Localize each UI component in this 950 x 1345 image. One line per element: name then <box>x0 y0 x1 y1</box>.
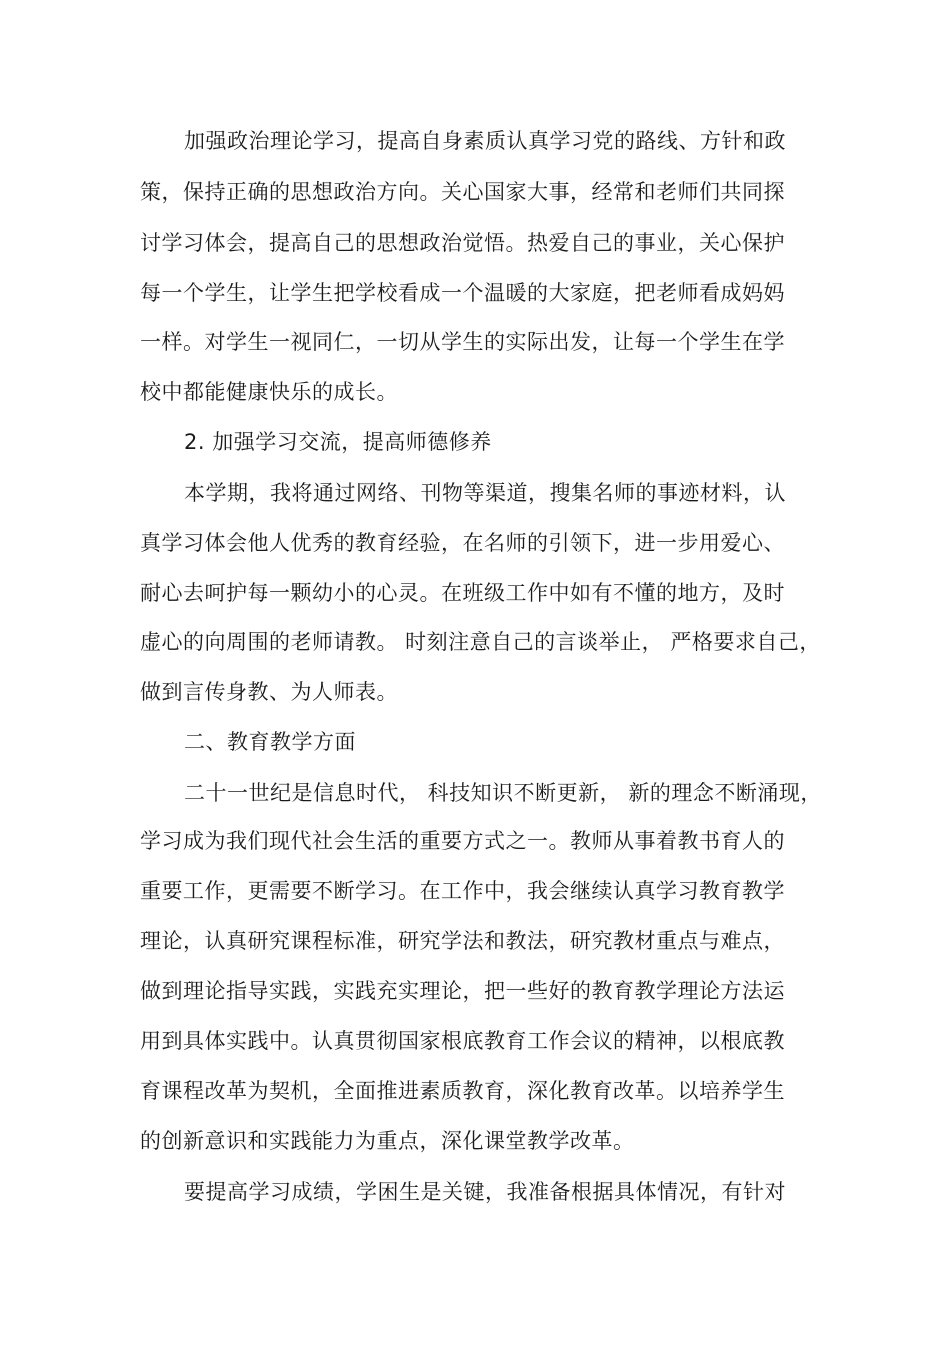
paragraph-line: 理论，认真研究课程标准，研究学法和教法，研究教材重点与难点， <box>140 929 785 953</box>
paragraph-line: 真学习体会他人优秀的教育经验，在名师的引领下，进一步用爱心、 <box>140 531 785 555</box>
paragraph-line: 育课程改革为契机，全面推进素质教育，深化教育改革。以培养学生 <box>140 1079 785 1103</box>
paragraph-line: 要提高学习成绩，学困生是关键，我准备根据具体情况，有针对 <box>184 1180 786 1204</box>
section-heading: 二、教育教学方面 <box>184 730 356 754</box>
paragraph-line: 虚心的向周围的老师请教。 时刻注意自己的言谈举止， 严格要求自己， <box>140 630 821 654</box>
paragraph-line: 的创新意识和实践能力为重点，深化课堂教学改革。 <box>140 1129 635 1153</box>
paragraph-line: 校中都能健康快乐的成长。 <box>140 380 398 404</box>
paragraph-line: 做到言传身教、为人师表。 <box>140 680 398 704</box>
paragraph-line: 二十一世纪是信息时代， 科技知识不断更新， 新的理念不断涌现， <box>184 781 822 805</box>
section-heading: 2. 加强学习交流，提高师德修养 <box>184 430 492 454</box>
paragraph-line: 本学期，我将通过网络、刊物等渠道，搜集名师的事迹材料，认 <box>184 481 786 505</box>
paragraph-line: 做到理论指导实践，实践充实理论，把一些好的教育教学理论方法运 <box>140 979 785 1003</box>
paragraph-line: 学习成为我们现代社会生活的重要方式之一。教师从事着教书育人的 <box>140 829 785 853</box>
paragraph-line: 讨学习体会，提高自己的思想政治觉悟。热爱自己的事业，关心保护 <box>140 231 785 255</box>
paragraph-line: 用到具体实践中。认真贯彻国家根底教育工作会议的精神，以根底教 <box>140 1029 785 1053</box>
paragraph-line: 每一个学生，让学生把学校看成一个温暖的大家庭，把老师看成妈妈 <box>140 281 785 305</box>
paragraph-line: 重要工作，更需要不断学习。在工作中，我会继续认真学习教育教学 <box>140 879 785 903</box>
paragraph-line: 策，保持正确的思想政治方向。关心国家大事，经常和老师们共同探 <box>140 180 785 204</box>
paragraph-line: 一样。对学生一视同仁，一切从学生的实际出发，让每一个学生在学 <box>140 330 785 354</box>
paragraph-line: 加强政治理论学习，提高自身素质认真学习党的路线、方针和政 <box>184 129 786 153</box>
paragraph-line: 耐心去呵护每一颗幼小的心灵。在班级工作中如有不懂的地方，及时 <box>140 581 785 605</box>
